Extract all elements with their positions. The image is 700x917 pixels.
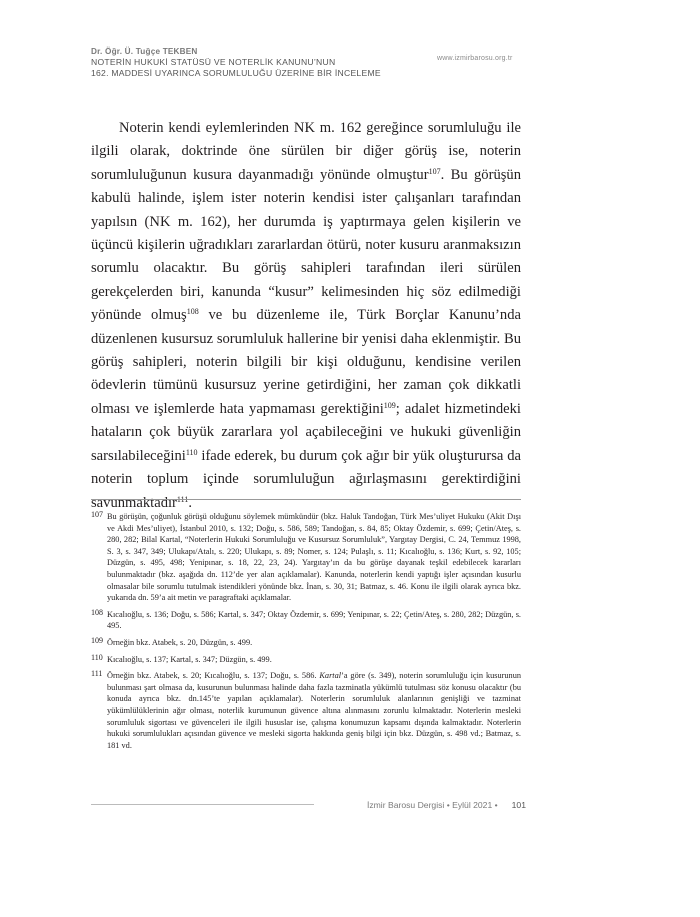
footnote-divider — [91, 499, 521, 500]
footnote-text: Kıcalıoğlu, s. 136; Doğu, s. 586; Kartal, s. 347; Oktay Özdemir, s. 699; Yenipınar, s. 22; Çetin/Ateş, s. 280, 282; Düzgün, s. 495. — [107, 609, 521, 631]
header-title-line2: 162. MADDESİ UYARINCA SORUMLULUĞU ÜZERİNE BİR İNCELEME — [91, 68, 381, 79]
footnote-ref-107: 107 — [428, 166, 441, 176]
footnote-111 — [91, 670, 521, 751]
body-text-5: ifade ederek, bu durum çok ağır bir yük oluşturursa da noterin toplum içinde sorumluluğun ağırlaşmasını gerektirdiğini savunmaktadır — [91, 447, 521, 511]
page-number: 101 — [511, 800, 526, 810]
footnote-ref-111: 111 — [176, 494, 189, 504]
footnote-110 — [91, 654, 521, 666]
footnote-number: 109 — [91, 635, 103, 645]
footnote-text-pre: Örneğin bkz. Atabek, s. 20; Kıcalıoğlu, s. 137; Doğu, s. 586. — [107, 671, 320, 681]
footnote-ref-109: 109 — [383, 400, 396, 410]
footnote-109 — [91, 637, 521, 649]
footnote-ref-108: 108 — [186, 307, 199, 317]
body-paragraph — [91, 117, 521, 515]
footnote-107 — [91, 511, 521, 604]
footnote-italic-author: Kartal — [319, 671, 342, 681]
header-author: Dr. Öğr. Ü. Tuğçe TEKBEN — [91, 47, 198, 56]
header-url: www.izmirbarosu.org.tr — [437, 55, 513, 62]
footnote-text: Bu görüşün, çoğunluk görüşü olduğunu söylemek mümkündür (bkz. Haluk Tandoğan, Türk Mes’uliyet Hukuku (Akit Dışı ve Akdi Mes’uliyet), İstanbul 2010, s. 132; Doğu, s. 586, 589; Tandoğan, s. 84, 85; Oktay Özdemir, s. 699; Çetin/Ateş, s. 280, 282; Bilal Kartal, “Noterlerin Hukuki Sorumluluğu ve Kusursuz Sorumluluk”, Yargıtay Dergisi, C. 24, Temmuz 1998, S. 3, s. 347, 349; Ulukapı/Atalı, s. 220; Ulukapı, s. 89; Nomer, s. 124; Pulaşlı, s. 11; Kıcalıoğlu, s. 136; Kurt, s. 92, 105; Düzgün, s. 495, 498; Yenipınar, s. 18, 22, 23, 24). Yargıtay’ın da bu görüşe dayanak teşkil edebilecek kararları bulunmaktadır (bkz. aşağıda dn. 112’de yer alan açıklamalar). Kanunda, noterlerin kendi yaptığı işler açısından kusurlu olmasalar bile sorumlu tutulmak istendikleri yönünde bkz. İnan, s. 30, 31; Batmaz, s. 46. Konu ile ilgili olarak ayrıca bkz. yukarıda dn. 59’a ait metin ve paragraftaki açıklamalar. — [107, 512, 521, 603]
paragraph — [91, 117, 521, 515]
footnote-number: 110 — [91, 652, 103, 662]
footnote-number: 111 — [91, 669, 103, 679]
footnote-text: ’a göre (s. 349), noterin sorumluluğu için kusurunun bulunması şart olmasa da, kusurunun bulunması halinde daha fazla tazminatla yükümlü tutulması söz konusu olacaktır (bu konuda ayrıca bkz. dn.145’te yapılan açıklamalar). Noterlerin sorumluluk alanlarının genişliği ve tazminat yükümlülüklerinin ağır olması, noterlik kurumunun güvence altına alınmasını zorunlu kılmaktadır. Noterlerin mesleki sorumluluk sigortası ve güvenceleri ile ilgili hususlar ise, çalışma konumuzun kapsamı dışında kalmaktadır. Noterlerin hukuki sorumlulukları açısından güvence ve mesleki sigorta hakkında geniş bilgi için bkz. Düzgün, s. 498 vd.; Batmaz, s. 181 vd. — [107, 671, 521, 750]
footnotes — [91, 511, 521, 756]
footnote-ref-110: 110 — [185, 447, 198, 457]
body-text-3: ve bu düzenleme ile, Türk Borçlar Kanunu’nda düzenlenen kusursuz sorumluluk hallerine bir yenisi daha eklenmiştir. Bu görüş sahipleri, noterin bilgili bir kişi olduğunu, kendisine verilen ödevlerin tümünü kusursuz yerine getirdiğini, her zaman çok dikkatli olması ve işlemlerde hata yapmaması gerektiğini — [91, 307, 521, 417]
footer-journal: İzmir Barosu Dergisi • Eylül 2021 • — [366, 800, 498, 810]
running-header — [91, 46, 531, 80]
footnote-108 — [91, 609, 521, 632]
footnote-number: 107 — [91, 510, 103, 519]
footnote-text: Kıcalıoğlu, s. 137; Kartal, s. 347; Düzgün, s. 499. — [107, 654, 272, 664]
body-text-2: . Bu görüşün kabulü halinde, işlem ister noterin kendisi ister çalışanları tarafından yapılsın (NK m. 162), her durumda iş yaptırmaya gelen kişilerin ve üçüncü kişilerin uğradıkları zararlardan ötürü, noter kusuru aranmaksızın sorumlu olacaktır. Bu görüş sahipleri tarafından ileri sürülen gerekçelerden biri, kanunda “kusur” kelimesinden hiç söz edilmediği yönünde olmuş — [91, 166, 522, 324]
body-text-6: . — [188, 494, 192, 511]
body-text-4: ; adalet hizmetindeki hataların çok büyük zararlara yol açabileceğini ve hukuki güvenliğin sarsılabileceğini — [91, 400, 521, 464]
header-title-line1: NOTERİN HUKUKİ STATÜSÜ VE NOTERLİK KANUNU’NUN — [91, 57, 336, 67]
footnote-text: Örneğin bkz. Atabek, s. 20, Düzgün, s. 499. — [107, 637, 253, 647]
footnote-number: 108 — [91, 607, 103, 617]
running-footer — [314, 800, 526, 810]
body-text-1: Noterin kendi eylemlerinden NK m. 162 gereğince sorumluluğu ile ilgili olarak, doktrinde öne sürülen bir diğer görüş ise, noterin sorumluluğunun kusura dayanmadığı yönünde olmuştur — [91, 120, 521, 183]
